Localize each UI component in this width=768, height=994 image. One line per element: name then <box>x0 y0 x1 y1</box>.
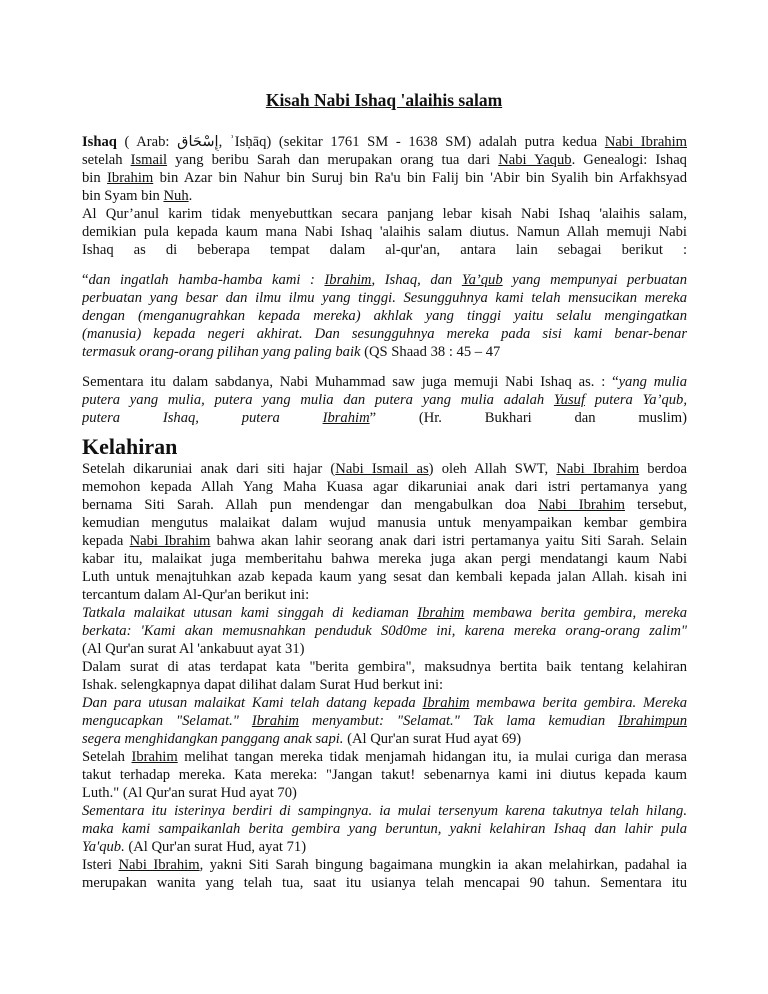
text-segment: bin Azar bin Nahur bin Suruj bin Ra'u bin Falij bin 'Abir bin Syalih bin Arfakhsyad <box>153 170 687 186</box>
text-line <box>82 712 687 730</box>
text-line <box>82 748 687 766</box>
text-segment: termasuk orang-orang pilihan yang paling baik <box>82 344 361 360</box>
text-segment: (Hr. Bukhari dan muslim) <box>376 410 687 426</box>
text-line <box>82 874 687 892</box>
text-segment: perbuatan yang besar dan ilmu ilmu yang tinggi. Sesungguhnya kami telah mensucikan mereka <box>82 290 687 306</box>
text-segment: yang beribu Sarah dan merupakan orang tua dari <box>167 152 499 168</box>
link-text[interactable]: Ibrahim <box>107 170 154 186</box>
text-segment: yang mempunyai perbuatan <box>502 272 687 288</box>
text-segment: mengucapkan "Selamat." <box>82 713 252 729</box>
text-line <box>82 820 687 838</box>
document-body <box>82 133 687 892</box>
text-segment: takut terhadap mereka. Kata mereka: "Jangan takut! sebenarnya kami ini diutus kepada kaum <box>82 767 687 783</box>
text-segment: dan ingatlah hamba-hamba kami : <box>88 272 325 288</box>
text-segment: yang mulia <box>618 374 687 390</box>
link-text[interactable]: Ibrahim <box>417 605 465 621</box>
text-segment: (manusia) kepada negeri akhirat. Dan sesungguhnya mereka pada sisi kami benar-benar <box>82 326 687 342</box>
text-segment: ) oleh Allah SWT, <box>428 461 557 477</box>
text-segment: (Al Qur'an surat Al 'ankabuut ayat 31) <box>82 641 305 657</box>
text-segment: setelah <box>82 152 131 168</box>
text-line <box>82 622 687 640</box>
section-heading: Kelahiran <box>82 434 178 459</box>
text-line <box>82 325 687 343</box>
text-line <box>82 802 687 820</box>
link-text[interactable]: Ibrahim <box>324 272 372 288</box>
text-segment: (Al Qur'an surat Hud, ayat 71) <box>124 839 307 855</box>
text-line <box>82 271 687 289</box>
link-text[interactable]: Ya’qub <box>461 272 503 288</box>
text-line <box>82 730 687 748</box>
text-segment: Sementara itu dalam sabdanya, Nabi Muhammad saw juga memuji Nabi Ishaq as. : “ <box>82 374 619 390</box>
text-segment: menyambut: "Selamat." Tak lama kemudian <box>298 713 619 729</box>
text-segment: bahwa akan lahir seorang anak dari istri pertamanya yaitu Siti Sarah. Selain <box>210 533 687 549</box>
link-text[interactable]: Ibrahimpun <box>618 713 687 729</box>
text-segment: membawa berita gembira, mereka <box>464 605 687 621</box>
text-line <box>82 658 687 676</box>
text-line <box>82 223 687 241</box>
text-segment: Ishaq <box>82 134 117 150</box>
text-line <box>82 640 687 658</box>
paragraph-gap <box>82 361 687 373</box>
text-line <box>82 205 687 223</box>
link-text[interactable]: Yusuf <box>553 392 586 408</box>
text-segment: Al Qur’anul karim tidak menyebuttkan secara panjang lebar kisah Nabi Ishaq 'alaihis salam, <box>82 206 687 222</box>
text-line <box>82 532 687 550</box>
text-line <box>82 289 687 307</box>
text-segment: Tatkala malaikat utusan kami singgah di kediaman <box>82 605 418 621</box>
paragraph-gap <box>82 259 687 271</box>
text-segment: (Al Qur'an surat Hud ayat 69) <box>343 731 522 747</box>
text-segment: . <box>188 188 193 204</box>
text-segment: putera Ishaq, putera <box>82 410 323 426</box>
text-segment: , yakni Siti Sarah bingung bagaimana mungkin ia akan melahirkan, padahal ia <box>199 857 687 873</box>
text-segment: demikian pula kepada kaum mana Nabi Ishaq 'alaihis salam diutus. Namun Allah memuji Nabi <box>82 224 687 240</box>
text-line <box>82 514 687 532</box>
text-line <box>82 169 687 187</box>
text-segment: Dalam surat di atas terdapat kata "berita gembira", maksudnya bertita baik tentang kelahiran <box>82 659 687 675</box>
link-text[interactable]: Ibrahim <box>422 695 470 711</box>
text-segment: kabar itu, malaikat juga memberitahu bahwa mereka juga akan pergi mendatangi kaum Nabi <box>82 551 687 567</box>
text-segment: ( Arab: إِسْحَاق, ʾIsḥāq) (sekitar 1761 SM - 1638 SM) adalah putra kedua <box>116 134 605 150</box>
text-line <box>82 856 687 874</box>
text-line <box>82 241 687 259</box>
text-segment: Isteri <box>82 857 119 873</box>
text-segment: , Ishaq, dan <box>371 272 462 288</box>
text-line <box>82 409 687 427</box>
text-line <box>82 604 687 622</box>
text-segment: maka kami sampaikanlah berita gembira yang beruntun, yakni kelahiran Ishaq dan lahir pula <box>82 821 687 837</box>
text-segment: dengan (menganugrahkan kepada mereka) akhlak yang tinggi yaitu selalu mengingatkan <box>82 308 687 324</box>
link-text[interactable]: Nabi Ibrahim <box>604 134 687 150</box>
text-segment: bin <box>82 170 108 186</box>
text-segment: Luth untuk menajtuhkan azab kepada kaum yang sesat dan kembali kepada jalan Allah. kisah ini <box>82 569 687 585</box>
link-text[interactable]: Nabi Ibrahim <box>118 857 200 873</box>
link-text[interactable]: Ismail <box>130 152 168 168</box>
text-line <box>82 694 687 712</box>
text-segment: kemudian mengutus malaikat dalam wujud manusia untuk menyampaikan kembar gembira <box>82 515 687 531</box>
link-text[interactable]: Ibrahim <box>322 410 370 426</box>
text-segment: . Genealogi: Ishaq <box>571 152 687 168</box>
text-segment: segera menghidangkan panggang anak sapi. <box>82 731 344 747</box>
text-segment: tercantum dalam Al-Qur'an berikut ini: <box>82 587 310 603</box>
text-line <box>82 343 687 361</box>
text-segment: membawa berita gembira. Mereka <box>469 695 687 711</box>
text-segment: Setelah <box>82 749 132 765</box>
text-line <box>82 766 687 784</box>
text-line <box>82 838 687 856</box>
text-segment: memohon kepada Allah Yang Maha Kuasa agar dikaruniai anak dari istri pertamanya yang <box>82 479 687 495</box>
text-line <box>82 187 687 205</box>
link-text[interactable]: Nuh <box>163 188 189 204</box>
link-text[interactable]: Nabi Ibrahim <box>129 533 211 549</box>
text-segment: putera yang mulia, putera yang mulia dan putera yang mulia adalah <box>82 392 554 408</box>
text-segment: (QS Shaad 38 : 45 – 47 <box>360 344 501 360</box>
text-line <box>82 496 687 514</box>
link-text[interactable]: Nabi Ibrahim <box>556 461 640 477</box>
text-line <box>82 391 687 409</box>
document-title: Kisah Nabi Ishaq 'alaihis salam <box>265 90 503 110</box>
text-segment: Ishak. selengkapnya dapat dilihat dalam Surat Hud berkut ini: <box>82 677 444 693</box>
text-segment: tersebut, <box>624 497 687 513</box>
text-segment: melihat tangan mereka tidak menjamah hidangan itu, ia mulai curiga dan merasa <box>177 749 687 765</box>
text-line <box>82 373 687 391</box>
text-line <box>82 133 687 151</box>
link-text[interactable]: Nabi Ibrahim <box>538 497 625 513</box>
link-text[interactable]: Nabi Ismail as <box>335 461 429 477</box>
text-line <box>82 586 687 604</box>
text-line <box>82 478 687 496</box>
text-segment: ” <box>369 410 377 426</box>
text-segment: putera Ya’qub, <box>585 392 687 408</box>
text-line <box>82 784 687 802</box>
text-segment: Dan para utusan malaikat Kami telah datang kepada <box>82 695 423 711</box>
text-segment: merupakan wanita yang telah tua, saat itu usianya telah mencapai 90 tahun. Sementara itu <box>82 875 687 891</box>
text-line <box>82 460 687 478</box>
text-segment: berdoa <box>639 461 687 477</box>
text-segment: bin Syam bin <box>82 188 164 204</box>
text-line <box>82 307 687 325</box>
text-segment: “ <box>82 272 89 288</box>
link-text[interactable]: Ibrahim <box>131 749 178 765</box>
text-segment: kepada <box>82 533 130 549</box>
text-segment: Luth." (Al Qur'an surat Hud ayat 70) <box>82 785 297 801</box>
text-segment: berkata: 'Kami akan memusnahkan penduduk S0d0me ini, karena mereka orang-orang zalim" <box>82 623 687 639</box>
text-line <box>82 676 687 694</box>
text-line <box>82 550 687 568</box>
text-line <box>82 151 687 169</box>
text-segment: bernama Siti Sarah. Allah pun mendengar dan mengabulkan doa <box>82 497 539 513</box>
text-segment: Ya'qub. <box>82 839 125 855</box>
link-text[interactable]: Nabi Yaqub <box>498 152 572 168</box>
text-segment: Setelah dikaruniai anak dari siti hajar ( <box>82 461 336 477</box>
text-segment: Sementara itu isterinya berdiri di sampingnya. ia mulai tersenyum karena takutnya telah hilang. <box>82 803 687 819</box>
text-segment: Ishaq as di beberapa tempat dalam al-qur'an, antara lain sebagai berikut : <box>82 242 687 258</box>
link-text[interactable]: Ibrahim <box>251 713 299 729</box>
text-line <box>82 568 687 586</box>
